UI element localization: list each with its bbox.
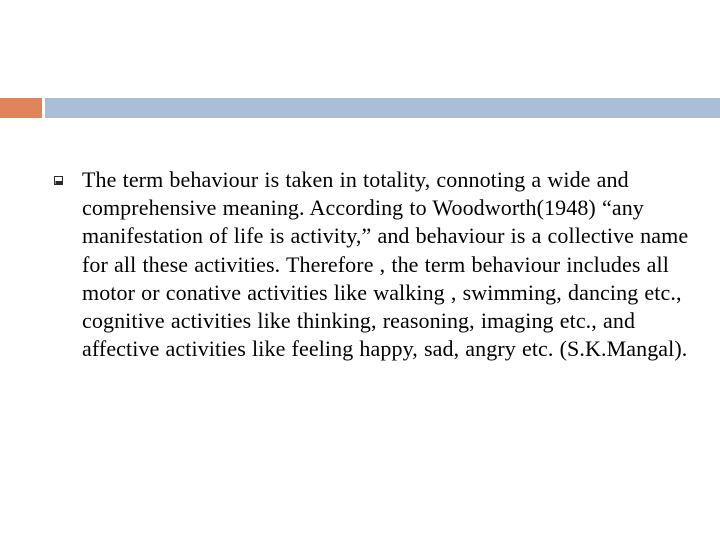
checkbox-bullet-icon — [54, 176, 63, 185]
header-bar — [45, 98, 720, 118]
bullet-text: The term behaviour is taken in totality, connoting a wide and comprehensive meaning. According to Woodworth(1948) “any manifestation of life is activity,” and behaviour is a collective name for all these activities. Therefore , the term behaviour includes all motor or conative activities like walking , swimming, dancing etc., cognitive activities like thinking, reasoning, imaging etc., and affective activities like feeling happy, sad, angry etc. (S.K.Mangal). — [82, 167, 689, 362]
accent-bar — [0, 98, 42, 118]
